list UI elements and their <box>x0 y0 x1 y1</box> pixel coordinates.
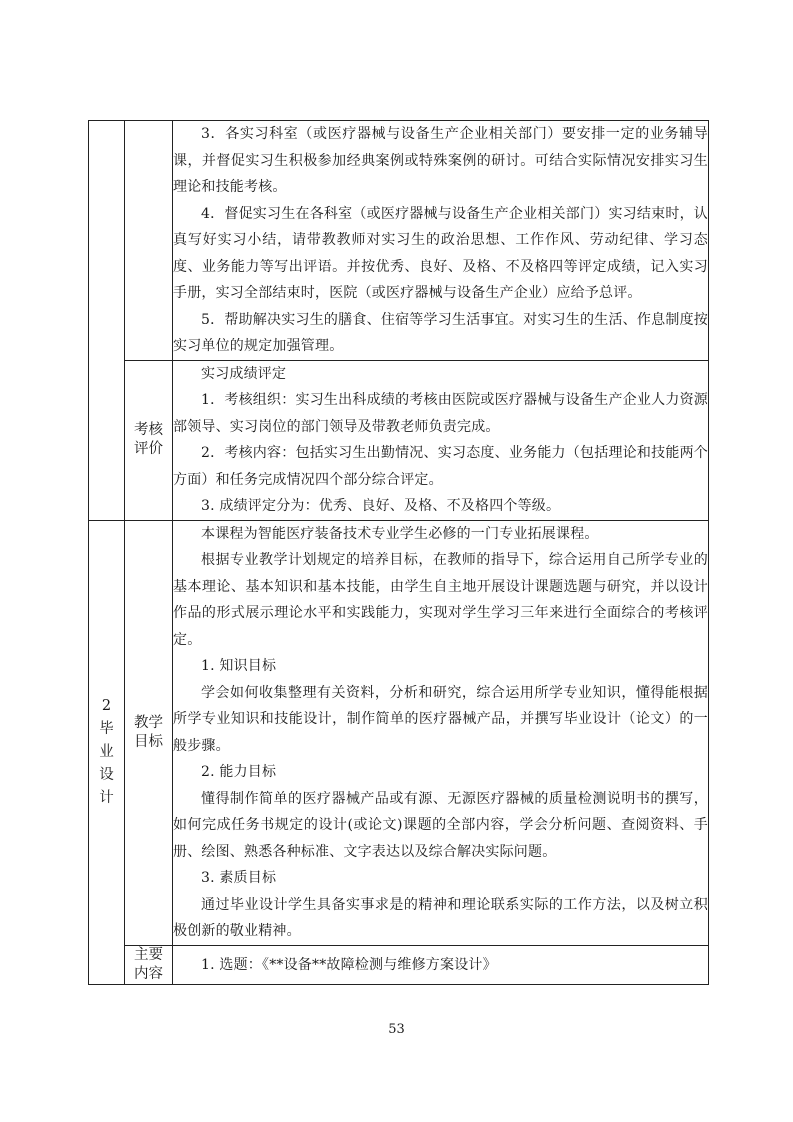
internship-guidance-content <box>173 121 709 361</box>
course-intro: 本课程为智能医疗装备技术专业学生必修的一门专业拓展课程。 <box>201 525 599 542</box>
guidance-paragraph-5: 5．帮助解决实习生的膳食、住宿等学习生活事宜。对实习生的生活、作息制度按实习单位的规定加强管理。 <box>173 311 708 354</box>
main-content-label-cell <box>125 945 173 984</box>
knowledge-goal-text: 学会如何收集整理有关资料，分析和研究，综合运用所学专业知识，懂得能根据所学专业知识和技能设计，制作简单的医疗器械产品，并撰写毕业设计（论文）的一般步骤。 <box>173 684 708 754</box>
course-purpose: 根据专业教学计划规定的培养目标，在教师的指导下，综合运用自己所学专业的基本理论、基本知识和基本技能，由学生自主地开展设计课题选题与研究，并以设计作品的形式展示理论水平和实践能力，实现对学生学习三年来进行全面综合的考核评定。 <box>173 552 708 648</box>
ability-goal-heading: 2. 能力目标 <box>201 764 277 780</box>
assessment-item-2: 2．考核内容：包括实习生出勤情况、实习态度、业务能力（包括理论和技能两个方面）和任务完成情况四个部分综合评定。 <box>173 445 708 488</box>
internship-guidance-row <box>89 121 709 361</box>
graduation-design-label: 2毕业设计 <box>99 697 114 806</box>
guidance-paragraph-3: 3．各实习科室（或医疗器械与设备生产企业相关部门）要安排一定的业务辅导课，并督促实习生积极参加经典案例或特殊案例的研讨。可结合实际情况安排实习生理论和技能考核。 <box>173 126 708 195</box>
quality-goal-heading: 3. 素质目标 <box>201 870 277 886</box>
internship-guidance-label-cell <box>125 121 173 361</box>
assessment-row <box>89 360 709 520</box>
quality-goal-text: 通过毕业设计学生具备实事求是的精神和理论联系实际的工作方法，以及树立积极创新的敬业精神。 <box>173 896 708 939</box>
internship-section-cell <box>89 121 125 521</box>
knowledge-goal-heading: 1. 知识目标 <box>201 658 277 674</box>
assessment-label-cell <box>125 360 173 520</box>
main-content-label: 主要内容 <box>134 946 163 982</box>
assessment-content <box>173 360 709 520</box>
guidance-paragraph-4: 4．督促实习生在各科室（或医疗器械与设备生产企业相关部门）实习结束时，认真写好实习小结，请带教教师对实习生的政治思想、工作作风、劳动纪律、学习态度、业务能力等写出评语。并按优秀、良好、及格、不及格四等评定成绩，记入实习手册，实习全部结束时，医院（或医疗器械与设备生产企业）应给予总评。 <box>173 205 708 301</box>
teaching-goals-label: 教学目标 <box>134 714 163 750</box>
page-number: 53 <box>388 1022 405 1037</box>
curriculum-table <box>88 120 709 985</box>
main-content-row <box>89 945 709 984</box>
topic-selection: 1. 选题：《**设备**故障检测与维修方案设计》 <box>201 956 497 973</box>
assessment-item-1: 1．考核组织：实习生出科成绩的考核由医院或医疗器械与设备生产企业人力资源部领导、实习岗位的部门领导及带教老师负责完成。 <box>173 392 708 435</box>
teaching-goals-label-cell <box>125 520 173 945</box>
graduation-design-section-cell <box>89 520 125 984</box>
teaching-goals-row <box>89 520 709 945</box>
ability-goal-text: 懂得制作简单的医疗器械产品或有源、无源医疗器械的质量检测说明书的撰写，如何完成任务书规定的设计(或论文)课题的全部内容，学会分析问题、查阅资料、手册、绘图、熟悉各种标准、文字表达以及综合解决实际问题。 <box>173 790 708 860</box>
assessment-item-3: 3. 成绩评定分为：优秀、良好、及格、不及格四个等级。 <box>201 498 561 514</box>
main-content-content <box>173 945 709 984</box>
assessment-heading: 实习成绩评定 <box>201 365 287 382</box>
assessment-label: 考核评价 <box>134 422 163 457</box>
teaching-goals-content <box>173 520 709 945</box>
